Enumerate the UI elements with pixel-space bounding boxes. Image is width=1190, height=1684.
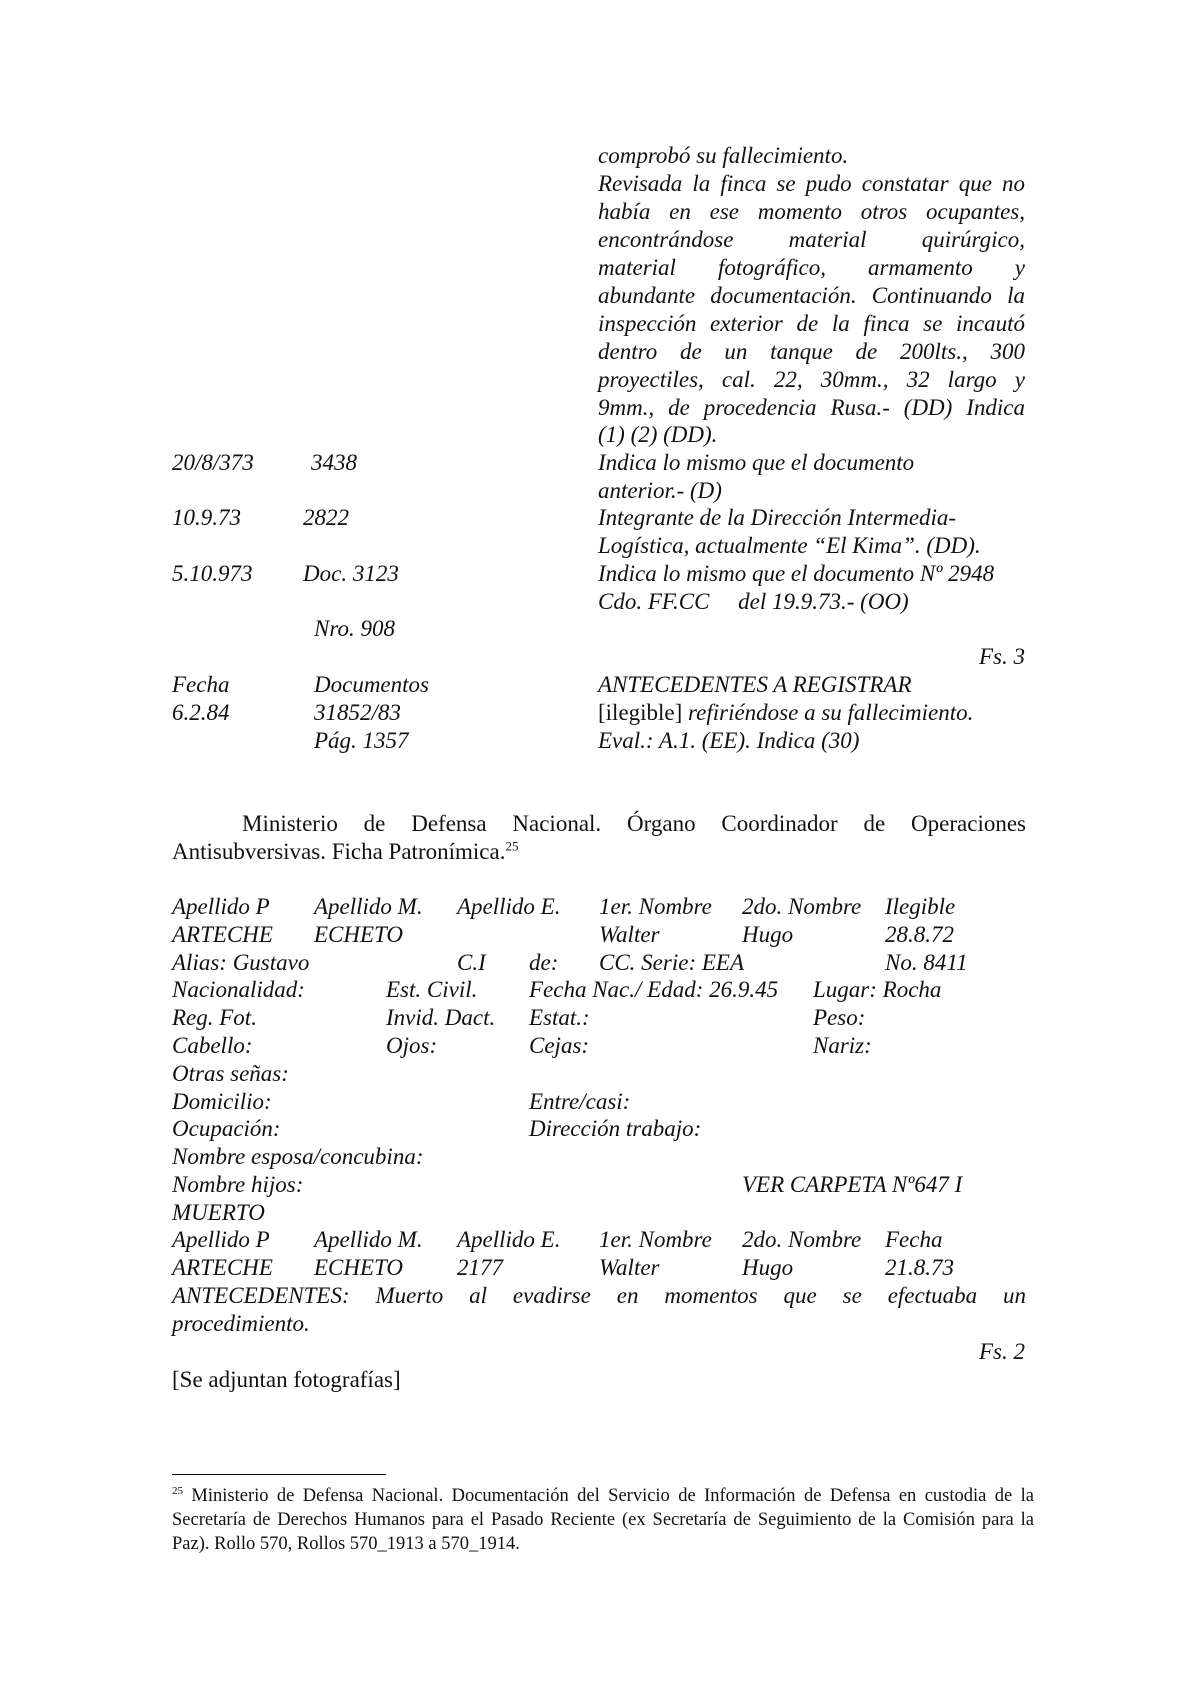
top-line: material fotográfico, armamento y [598, 255, 1025, 280]
fecha-ficha: 21.8.73 [885, 1255, 954, 1280]
footnote-text: Ministerio de Defensa Nacional. Documentación del Servicio de Información de Defensa en custodia de la Secretaría de Derechos Humanos para el Pasado Reciente (ex Secretaría de Seguimiento de la Comisión para la Paz). Rollo 570, Rollos 570_1913 a 570_1914. [172, 1486, 1034, 1554]
photos-note: [Se adjuntan fotografías] [172, 1367, 401, 1392]
ci-label: C.I [457, 950, 486, 975]
header-apellido-p: Apellido P [172, 894, 270, 919]
record-date: 5.10.973 [172, 561, 253, 586]
header-fecha: Fecha [885, 1227, 943, 1252]
record-doc: 3438 [311, 450, 357, 475]
nacionalidad: Nacionalidad: [172, 977, 305, 1002]
estado-civil: Est. Civil. [386, 977, 478, 1002]
fecha-nacimiento: Fecha Nac./ Edad: 26.9.45 [529, 977, 779, 1002]
intro-line [172, 838, 518, 866]
record-text: Cdo. FF.CC del 19.9.73.- (OO) [598, 589, 909, 614]
ojos: Ojos: [386, 1033, 438, 1058]
record-doc: Doc. 3123 [303, 561, 399, 586]
nombre1: Walter [599, 1255, 660, 1280]
apellido-e: 2177 [457, 1255, 503, 1280]
table-cell-text-italic: refiriéndose a su fallecimiento. [688, 700, 974, 725]
top-line: había en ese momento otros ocupantes, [598, 199, 1025, 224]
top-line: inspección exterior de la finca se incautó [598, 311, 1025, 336]
record-date: 10.9.73 [172, 505, 241, 530]
nombre2: Hugo [742, 922, 794, 947]
top-line: proyectiles, cal. 22, 30mm., 32 largo y [598, 367, 1025, 392]
lugar: Lugar: Rocha [813, 977, 942, 1002]
record-text: Integrante de la Dirección Intermedia- [598, 505, 957, 530]
record-date: 20/8/373 [172, 450, 254, 475]
apellido-p: ARTECHE [172, 1255, 273, 1280]
top-line: 9mm., de procedencia Rusa.- (DD) Indica [598, 395, 1025, 420]
record-text: Indica lo mismo que el documento [598, 450, 915, 475]
nombre-hijos: Nombre hijos: [172, 1172, 304, 1197]
apellido-m: ECHETO [314, 1255, 404, 1280]
nombre-esposa: Nombre esposa/concubina: [172, 1144, 424, 1169]
footnote-ref: 25 [505, 838, 519, 854]
peso: Peso: [813, 1005, 866, 1030]
column-header-documentos: Documentos [314, 672, 429, 697]
cabello: Cabello: [172, 1033, 253, 1058]
table-cell-date: 6.2.84 [172, 700, 230, 725]
table-cell-text [598, 699, 973, 727]
nombre2: Hugo [742, 1255, 794, 1280]
footnote-divider [172, 1474, 386, 1475]
top-line: abundante documentación. Continuando la [598, 283, 1025, 308]
top-line: Revisada la finca se pudo constatar que no [598, 171, 1025, 196]
table-cell-doc: 31852/83 [314, 700, 401, 725]
cejas: Cejas: [529, 1033, 590, 1058]
invid-dact: Invid. Dact. [386, 1005, 496, 1030]
header-apellido-m: Apellido M. [314, 894, 423, 919]
antecedentes-text: procedimiento. [172, 1311, 310, 1336]
alias: Alias: Gustavo [172, 950, 310, 975]
serie: CC. Serie: EEA [599, 950, 744, 975]
header-apellido-p: Apellido P [172, 1227, 270, 1252]
header-nombre1: 1er. Nombre [599, 894, 712, 919]
entre-casi: Entre/casi: [529, 1089, 631, 1114]
header-nombre2: 2do. Nombre [742, 894, 862, 919]
header-nombre2: 2do. Nombre [742, 1227, 862, 1252]
folio-number: Fs. 2 [979, 1339, 1025, 1364]
footnote-number: 25 [172, 1484, 183, 1497]
top-line: comprobó su fallecimiento. [598, 143, 849, 168]
ver-carpeta: VER CARPETA Nº647 I [742, 1172, 963, 1197]
apellido-p: ARTECHE [172, 922, 273, 947]
record-doc: Nro. 908 [314, 616, 395, 641]
estado-muerto: MUERTO [172, 1200, 265, 1225]
antecedentes-text: ANTECEDENTES: Muerto al evadirse en momentos que se efectuaba un [172, 1283, 1026, 1308]
column-header-fecha: Fecha [172, 672, 230, 697]
record-text: Indica lo mismo que el documento Nº 2948 [598, 561, 995, 586]
top-line: dentro de un tanque de 200lts., 300 [598, 339, 1025, 364]
record-text: anterior.- (D) [598, 478, 722, 503]
reg-fot: Reg. Fot. [172, 1005, 257, 1030]
header-apellido-e: Apellido E. [457, 1227, 561, 1252]
direccion-trabajo: Dirección trabajo: [529, 1116, 702, 1141]
table-cell-text: Eval.: A.1. (EE). Indica (30) [598, 728, 860, 753]
estatura: Estat.: [529, 1005, 590, 1030]
illegible-note: [ilegible] [598, 700, 689, 725]
header-apellido-m: Apellido M. [314, 1227, 423, 1252]
footnote [172, 1484, 1034, 1556]
header-ilegible: Ilegible [885, 894, 956, 919]
record-doc: 2822 [303, 505, 349, 530]
header-apellido-e: Apellido E. [457, 894, 561, 919]
column-header-antecedentes: ANTECEDENTES A REGISTRAR [598, 672, 912, 697]
otras-senas: Otras señas: [172, 1061, 289, 1086]
intro-line: Ministerio de Defensa Nacional. Órgano Coordinador de Operaciones [242, 811, 1026, 836]
record-text: Logística, actualmente “El Kima”. (DD). [598, 533, 981, 558]
nombre1: Walter [599, 922, 660, 947]
nariz: Nariz: [813, 1033, 872, 1058]
ocupacion: Ocupación: [172, 1116, 281, 1141]
de-label: de: [529, 950, 559, 975]
intro-text: Antisubversivas. Ficha Patronímica. [172, 839, 506, 864]
fecha-ficha: 28.8.72 [885, 922, 954, 947]
numero: No. 8411 [885, 950, 968, 975]
folio-number: Fs. 3 [979, 644, 1025, 669]
top-line: encontrándose material quirúrgico, [598, 227, 1025, 252]
header-nombre1: 1er. Nombre [599, 1227, 712, 1252]
top-line: (1) (2) (DD). [598, 422, 718, 447]
table-cell-doc: Pág. 1357 [314, 728, 409, 753]
domicilio: Domicilio: [172, 1089, 272, 1114]
apellido-m: ECHETO [314, 922, 404, 947]
